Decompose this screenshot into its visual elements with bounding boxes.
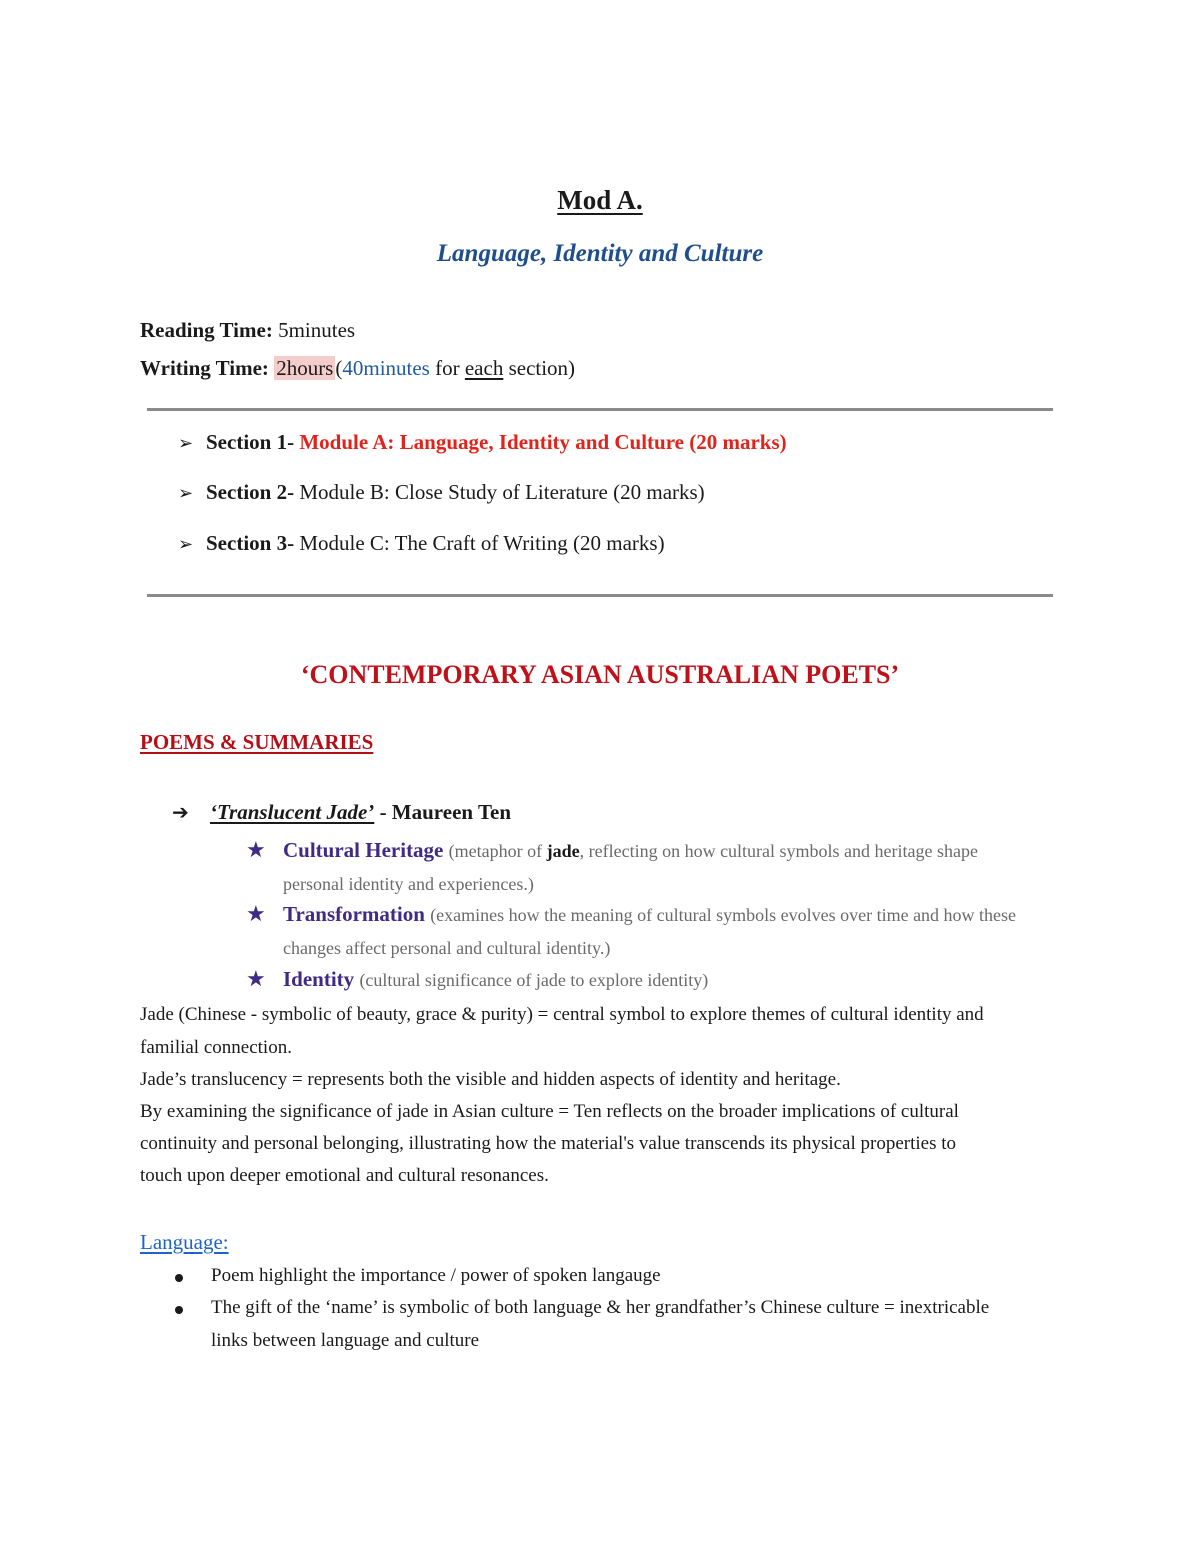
section-item-1 <box>178 430 787 455</box>
section-item-2 <box>178 480 705 505</box>
theme-identity <box>283 967 708 992</box>
theme-desc-continuation: personal identity and experiences.) <box>283 874 534 894</box>
summary-line: touch upon deeper emotional and cultural resonances. <box>140 1165 549 1186</box>
writing-time-hours: 2hours <box>276 356 334 380</box>
summary-line: Jade (Chinese - symbolic of beauty, grace & purity) = central symbol to explore themes of cultural identity and <box>140 1004 984 1025</box>
bullet-icon <box>175 1274 183 1282</box>
theme-name: Cultural Heritage <box>283 838 444 862</box>
theme-name: Identity <box>283 967 355 991</box>
poem-entry <box>172 800 511 825</box>
poems-heading: POEMS & SUMMARIES <box>140 730 374 754</box>
theme-desc: (cultural significance of jade to explore identity) <box>359 970 709 990</box>
section-text: Module C: The Craft of Writing (20 marks) <box>299 531 665 555</box>
arrowhead-icon: ➢ <box>178 534 194 555</box>
language-bullet-1: Poem highlight the importance / power of spoken langauge <box>211 1265 661 1286</box>
poem-title: ‘Translucent Jade’ <box>210 800 375 824</box>
section-item-3 <box>178 531 665 556</box>
reading-time-line <box>140 318 355 343</box>
section-text: Module B: Close Study of Literature (20 marks) <box>299 480 705 504</box>
bullet-icon <box>175 1306 183 1314</box>
reading-time-value: 5minutes <box>278 318 356 342</box>
section-name: Section 1- <box>206 430 295 454</box>
writing-time-label: Writing Time: <box>140 356 269 380</box>
theme-desc-pre: (metaphor of <box>448 841 547 861</box>
summary-line: continuity and personal belonging, illustrating how the material's value transcends its physical properties to <box>140 1133 957 1154</box>
section-close: section) <box>508 356 576 380</box>
language-heading: Language: <box>140 1230 229 1254</box>
language-bullet-2: The gift of the ‘name’ is symbolic of both language & her grandfather’s Chinese culture = inextricable <box>211 1297 990 1318</box>
theme-desc-post: , reflecting on how cultural symbols and heritage shape <box>579 841 978 861</box>
for-word: for <box>435 356 460 380</box>
theme-desc-bold: jade <box>546 841 580 861</box>
divider-top <box>147 408 1053 411</box>
theme-desc-continuation: changes affect personal and cultural identity.) <box>283 938 611 958</box>
star-icon: ★ <box>246 967 266 992</box>
theme-transformation <box>283 902 1016 927</box>
writing-time-line <box>140 356 575 381</box>
poets-heading: ‘CONTEMPORARY ASIAN AUSTRALIAN POETS’ <box>300 660 900 689</box>
summary-line: Jade’s translucency = represents both the visible and hidden aspects of identity and heritage. <box>140 1069 841 1090</box>
star-icon: ★ <box>246 902 266 927</box>
document-title: Mod A. <box>557 185 643 215</box>
theme-name: Transformation <box>283 902 425 926</box>
language-bullet-2-cont: links between language and culture <box>211 1330 480 1351</box>
section-name: Section 3- <box>206 531 295 555</box>
poem-author: - Maureen Ten <box>379 800 512 824</box>
arrowhead-icon: ➢ <box>178 483 194 504</box>
open-paren: ( <box>335 356 343 380</box>
summary-line: By examining the significance of jade in Asian culture = Ten reflects on the broader implications of cultural <box>140 1101 959 1122</box>
writing-time-minutes: 40minutes <box>342 356 430 380</box>
divider-bottom <box>147 594 1053 597</box>
section-text: Module A: Language, Identity and Culture (20 marks) <box>299 430 787 454</box>
arrow-right-icon: ➔ <box>172 800 189 824</box>
document-subtitle: Language, Identity and Culture <box>436 240 764 267</box>
each-word: each <box>464 356 504 380</box>
star-icon: ★ <box>246 838 266 863</box>
arrowhead-icon: ➢ <box>178 433 194 454</box>
theme-desc: (examines how the meaning of cultural symbols evolves over time and how these <box>430 905 1017 925</box>
section-name: Section 2- <box>206 480 295 504</box>
theme-cultural-heritage <box>283 838 978 863</box>
summary-line: familial connection. <box>140 1037 292 1058</box>
reading-time-label: Reading Time: <box>140 318 273 342</box>
